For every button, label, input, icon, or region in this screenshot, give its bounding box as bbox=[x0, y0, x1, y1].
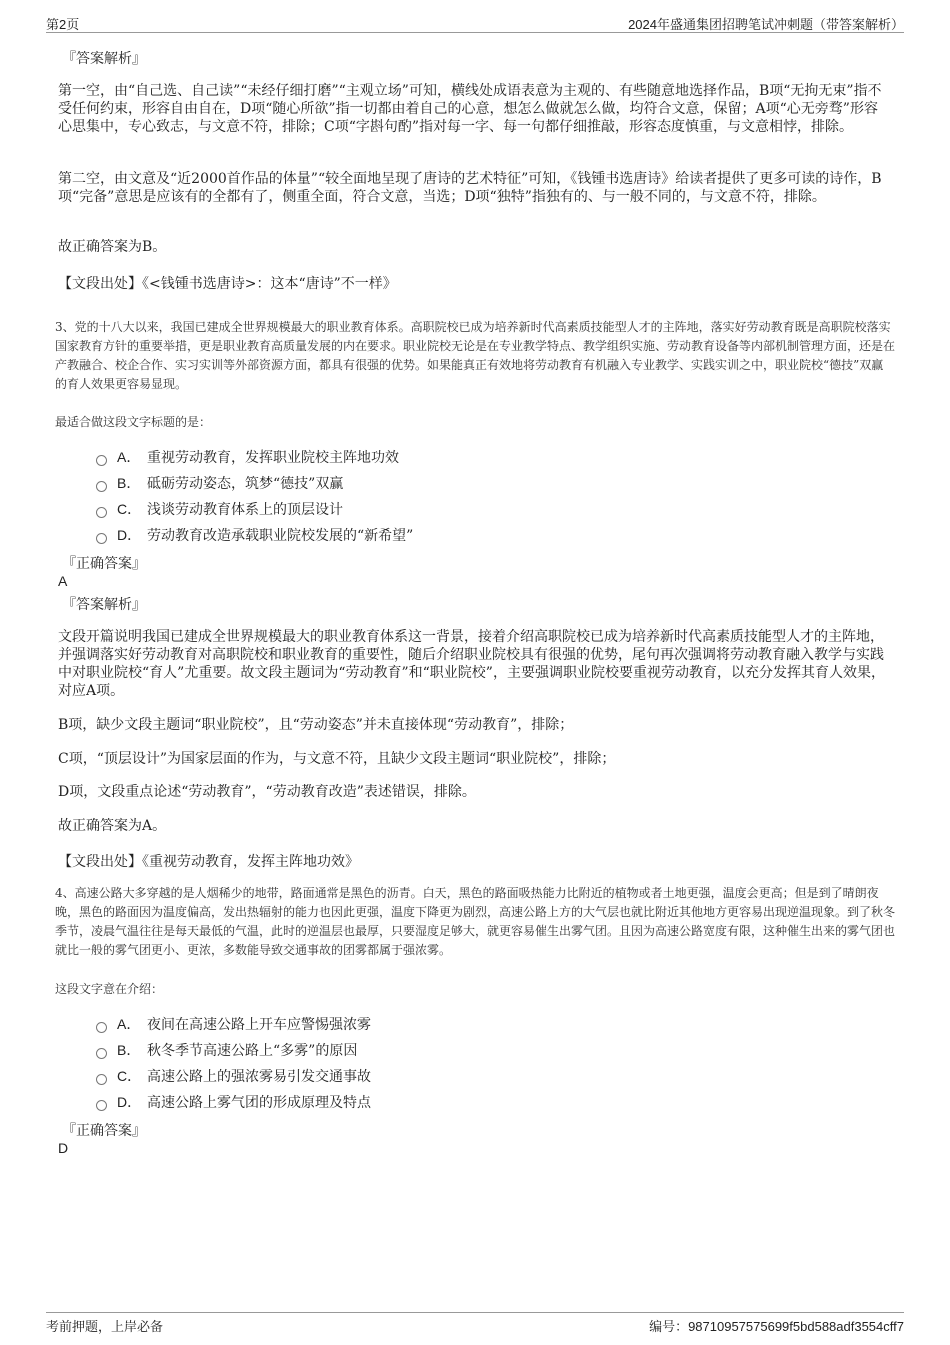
radio-icon[interactable] bbox=[96, 455, 107, 466]
q2-analysis-conclusion: 故正确答案为B。 bbox=[58, 239, 167, 255]
q3-source: 【文段出处】《重视劳动教育，发挥主阵地功效》 bbox=[58, 854, 359, 870]
q4-stem: 4、高速公路大多穿越的是人烟稀少的地带，路面通常是黑色的沥青。白天，黑色的路面吸热能力比附近的植物或者土地更强，温度会更高；但是到了晴朗夜晚，黑色的路面因为温度偏高，发出热辐射的能力也因此更强，温度下降更为剧烈，高速公路上方的大气层也就比附近其他地方更容易出现逆温现象。到了秋冬季节，凌晨气温往往是每天最低的气温，此时的逆温层也最厚，只要湿度足够大，就更容易催生出雾气团。且因为高速公路宽度有限，这种催生出来的雾气团也就比一般的雾气团更小、更浓，多数能导致交通事故的团雾都属于强浓雾。 bbox=[55, 886, 896, 957]
q2-analysis-para-1: 第一空，由“自己选、自己读”“未经仔细打磨”“主观立场”可知，横线处成语表意为主观的、有些随意地选择作品，B项“无拘无束”指不受任何约束，形容自由自在，D项“随心所欲”指一切都由着自己的心意，想怎么做就怎么做，均符合文意，保留；A项“心无旁骛”形容心思集中，专心致志，与文意不符，排除；C项“字斟句酌”指对每一字、每一句都仔细推敲，形容态度慎重，与文意相悖，排除。 bbox=[58, 83, 882, 135]
q4-answer-label: 『正确答案』 bbox=[62, 1123, 146, 1139]
q3-analysis-para-3: C项，“顶层设计”为国家层面的作为，与文意不符，且缺少文段主题词“职业院校”，排除； bbox=[58, 751, 616, 767]
q3-stem: 3、党的十八大以来，我国已建成全世界规模最大的职业教育体系。高职院校已成为培养新时代高素质技能型人才的主阵地，落实好劳动教育既是高职院校落实国家教育方针的重要举措，更是职业教育高质量发展的内在要求。职业院校无论是在专业教学特点、教学组织实施、劳动教育设备等内部机制管理方面，还是在产教融合、校企合作、实习实训等外部资源方面，都具有很强的优势。如果能真正有效地将劳动教育有机融入专业教学、实践实训之中，职业院校“德技”双赢的育人效果更容易显现。 bbox=[55, 320, 896, 391]
q3-prompt: 最适合做这段文字标题的是： bbox=[55, 415, 212, 429]
q3-option-c[interactable]: C． 浅谈劳动教育体系上的顶层设计 bbox=[96, 499, 343, 519]
q3-option-d[interactable]: D． 劳动教育改造承载职业院校发展的“新希望” bbox=[96, 525, 413, 545]
q3-analysis-para-2: B项，缺少文段主题词“职业院校”，且“劳动姿态”并未直接体现“劳动教育”，排除； bbox=[58, 717, 574, 733]
q4-option-b[interactable]: B． 秋冬季节高速公路上“多雾”的原因 bbox=[96, 1040, 357, 1060]
q3-answer: A bbox=[58, 573, 68, 589]
q4-option-d[interactable]: D． 高速公路上雾气团的形成原理及特点 bbox=[96, 1092, 371, 1112]
radio-icon[interactable] bbox=[96, 1022, 107, 1033]
q4-option-a[interactable]: A． 夜间在高速公路上开车应警惕强浓雾 bbox=[96, 1014, 371, 1034]
footer-slogan: 考前押题，上岸必备 bbox=[46, 1320, 164, 1335]
q4-option-c[interactable]: C． 高速公路上的强浓雾易引发交通事故 bbox=[96, 1066, 371, 1086]
q3-answer-label: 『正确答案』 bbox=[62, 556, 146, 572]
q3-analysis-conclusion: 故正确答案为A。 bbox=[58, 818, 167, 834]
q2-analysis-label: 『答案解析』 bbox=[62, 51, 146, 67]
document-id: 编号：98710957575699f5bd588adf3554cff7 bbox=[649, 1319, 904, 1334]
radio-icon[interactable] bbox=[96, 507, 107, 518]
q3-analysis-label: 『答案解析』 bbox=[62, 597, 146, 613]
radio-icon[interactable] bbox=[96, 533, 107, 544]
radio-icon[interactable] bbox=[96, 1074, 107, 1085]
document-title: 2024年盛通集团招聘笔试冲刺题（带答案解析） bbox=[628, 17, 904, 32]
q2-analysis-para-2: 第二空，由文意及“近2000首作品的体量”“较全面地呈现了唐诗的艺术特征”可知，《钱锺书选唐诗》给读者提供了更多可读的诗作，B项“完备”意思是应该有的全都有了，侧重全面，符合文意，当选；D项“独特”指独有的、与一般不同的，与文意不符，排除。 bbox=[58, 171, 882, 205]
page-number: 第2页 bbox=[46, 17, 80, 32]
q3-analysis-para-4: D项，文段重点论述“劳动教育”，“劳动教育改造”表述错误，排除。 bbox=[58, 784, 476, 800]
page-footer bbox=[46, 1312, 904, 1337]
radio-icon[interactable] bbox=[96, 1048, 107, 1059]
q4-prompt: 这段文字意在介绍： bbox=[55, 982, 164, 996]
q3-analysis-para-1: 文段开篇说明我国已建成全世界规模最大的职业教育体系这一背景，接着介绍高职院校已成为培养新时代高素质技能型人才的主阵地，并强调落实好劳动教育对高职院校和职业教育的重要性，随后介绍职业院校具有很强的优势，尾句再次强调将劳动教育融入教学与实践中对职业院校“育人”尤重要。故文段主题词为“劳动教育”和“职业院校”，主要强调职业院校要重视劳动教育，以充分发挥其育人效果，对应A项。 bbox=[58, 629, 885, 699]
q4-answer: D bbox=[58, 1140, 69, 1156]
radio-icon[interactable] bbox=[96, 481, 107, 492]
q3-option-b[interactable]: B． 砥砺劳动姿态，筑梦“德技”双赢 bbox=[96, 473, 343, 493]
q2-source: 【文段出处】《<钱锺书选唐诗>：这本“唐诗”不一样》 bbox=[58, 276, 397, 292]
radio-icon[interactable] bbox=[96, 1100, 107, 1111]
page-header bbox=[46, 12, 904, 33]
q3-option-a[interactable]: A． 重视劳动教育，发挥职业院校主阵地功效 bbox=[96, 447, 399, 467]
